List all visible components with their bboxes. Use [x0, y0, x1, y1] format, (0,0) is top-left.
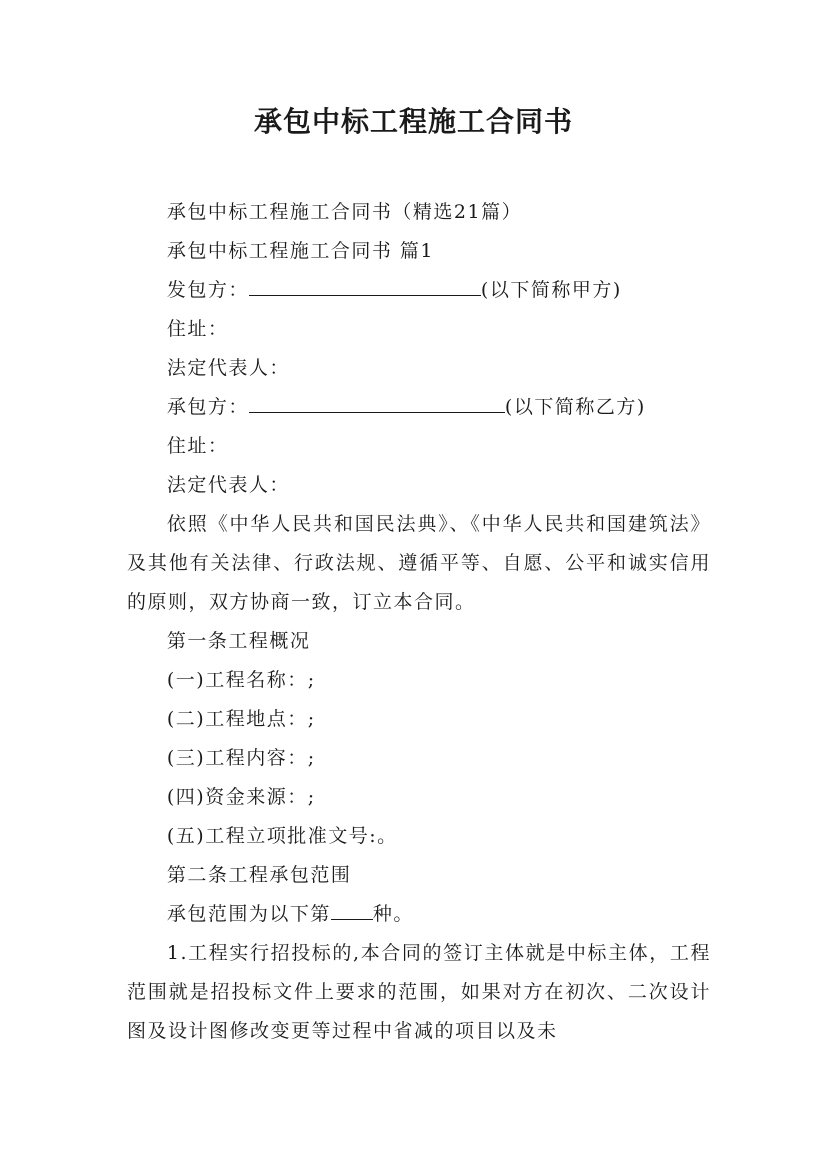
party-b-representative: 法定代表人：: [166, 474, 290, 496]
scope-blank: [331, 901, 373, 920]
party-a-blank: [249, 277, 481, 296]
article-1-item: (二)工程地点：;: [166, 708, 316, 730]
article-2-clause-1: 1.工程实行招投标的,本合同的签订主体就是中标主体，工程范围就是招投标文件上要求的范围，如果对方在初次、二次设计图及设计图修改变更等过程中省减的项目以及未: [127, 942, 711, 1042]
party-a-address: 住址：: [166, 318, 229, 340]
document-title: 承包中标工程施工合同书: [253, 105, 573, 138]
intro-paragraph: 依照《中华人民共和国民法典》、《中华人民共和国建筑法》及其他有关法律、行政法规、遵循平等、自愿、公平和诚实信用的原则，双方协商一致，订立本合同。: [127, 513, 711, 613]
article-1-item: (三)工程内容：;: [166, 747, 316, 769]
party-b-blank: [249, 394, 505, 413]
party-b-label: 承包方：: [166, 396, 249, 418]
party-a-line: [127, 271, 711, 310]
party-b-line: [127, 388, 711, 427]
party-a-representative: 法定代表人：: [166, 357, 290, 379]
article-1-heading: 第一条工程概况: [166, 630, 311, 652]
article-1-item: (四)资金来源：;: [166, 786, 316, 808]
section-heading: 承包中标工程施工合同书 篇1: [166, 240, 435, 262]
party-a-label: 发包方：: [166, 279, 249, 301]
party-a-suffix: (以下简称甲方): [480, 279, 622, 301]
party-b-address: 住址：: [166, 435, 229, 457]
scope-suffix: 种。: [372, 903, 414, 925]
article-1-item: (五)工程立项批准文号:。: [166, 825, 398, 847]
article-1-item: (一)工程名称：;: [166, 669, 316, 691]
scope-prefix: 承包范围为以下第: [166, 903, 331, 925]
document-body: [127, 193, 711, 1051]
scope-line: [127, 895, 711, 934]
party-b-suffix: (以下简称乙方): [504, 396, 646, 418]
subtitle-line: 承包中标工程施工合同书（精选21篇）: [166, 201, 523, 223]
article-2-heading: 第二条工程承包范围: [166, 864, 352, 886]
